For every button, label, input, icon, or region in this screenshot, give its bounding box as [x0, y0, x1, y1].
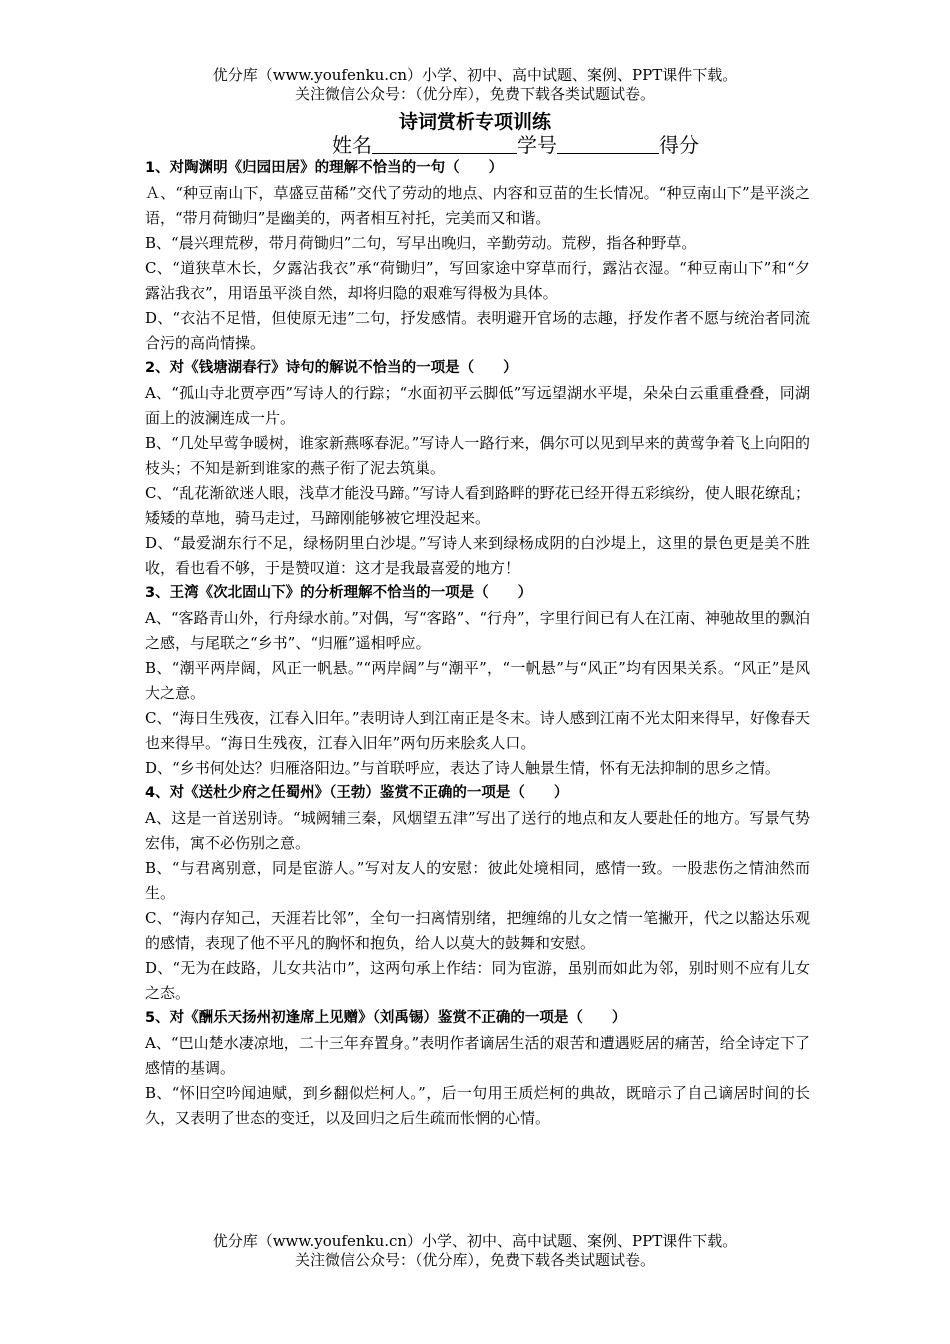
number-blank: [557, 133, 659, 154]
question-3-option-d: D、“乡书何处达？归雁洛阳边。”与首联呼应，表达了诗人触景生情，怀有无法抑制的思乡之情。: [145, 759, 780, 777]
question-3-option-c: C、“海日生残夜，江春入旧年。”表明诗人到江南正是冬末。诗人感到江南不光太阳来得早，好像春天也来得早。“海日生残夜，江春入旧年”两句历来脍炙人口。: [145, 709, 810, 752]
question-1-option-b: B、“晨兴理荒秽，带月荷锄归”二句，写早出晚归，辛勤劳动。荒秽，指各种野草。: [145, 234, 697, 252]
header-line-1: 优分库（www.youfenku.cn）小学、初中、高中试题、案例、PPT课件下载。: [212, 66, 738, 84]
question-3-option-b: B、“潮平两岸阔，风正一帆悬。”“两岸阔”与“潮平”，“一帆悬”与“风正”均有因果关系。“风正”是风大之意。: [145, 659, 810, 702]
question-5-option-a: A、“巴山楚水凄凉地，二十三年弃置身。”表明作者谪居生活的艰苦和遭遇贬居的痛苦，给全诗定下了感情的基调。: [145, 1034, 810, 1077]
question-3-stem: 3、王湾《次北固山下》的分析理解不恰当的一项是（ ）: [145, 585, 533, 601]
question-2-option-b: B、“几处早莺争暖树，谁家新燕啄春泥。”写诗人一路行来，偶尔可以见到早来的黄莺争着飞上向阳的枝头；不知是新到谁家的燕子衔了泥去筑巢。: [145, 434, 810, 477]
question-1-option-a: Ａ、“种豆南山下，草盛豆苗稀”交代了劳动的地点、内容和豆苗的生长情况。“种豆南山下”是平淡之语，“带月荷锄归”是幽美的，两者相互衬托，完美而又和谐。: [145, 184, 810, 227]
score-label: 得分: [659, 133, 699, 157]
question-4-option-a: A、这是一首送别诗。“城阙辅三秦，风烟望五津”写出了送行的地点和友人要赴任的地方。写景气势宏伟，寓不必伤别之意。: [145, 809, 810, 852]
question-1-option-c: C、“道狭草木长，夕露沾我衣”承“荷锄归”，写回家途中穿草而行，露沾衣湿。“种豆南山下”和“夕露沾我衣”，用语虽平淡自然，却将归隐的艰难写得极为具体。: [145, 259, 810, 302]
header-line-2: 关注微信公众号：（优分库），免费下载各类试题试卷。: [294, 85, 655, 103]
question-5-stem: 5、对《酬乐天扬州初逢席上见赠》（刘禹锡）鉴赏不正确的一项是（ ）: [145, 1010, 627, 1026]
page-footer: [0, 1232, 950, 1270]
question-1-stem: 1、对陶渊明《归园田居》的理解不恰当的一句（ ）: [145, 160, 504, 176]
question-5-option-b: B、“怀旧空吟闻迪赋，到乡翻似烂柯人。”，后一句用王质烂柯的典故，既暗示了自己谪居时间的长久，又表明了世态的变迁，以及回归之后生疏而怅惘的心情。: [145, 1084, 810, 1127]
question-list: [145, 156, 810, 1131]
question-4-option-b: B、“与君离别意，同是宦游人。”写对友人的安慰：彼此处境相同，感情一致。一股悲伤之情油然而生。: [145, 859, 810, 902]
question-2-option-d: D、“最爱湖东行不足，绿杨阴里白沙堤。”写诗人来到绿杨成阴的白沙堤上，这里的景色更是美不胜收，看也看不够，于是赞叹道：这才是我最喜爱的地方！: [145, 534, 810, 577]
question-4-option-c: C、“海内存知己，天涯若比邻”，全句一扫离情别绪，把缠绵的儿女之情一笔撇开，代之以豁达乐观的感情，表现了他不平凡的胸怀和抱负，给人以莫大的鼓舞和安慰。: [145, 909, 810, 952]
page-header: [0, 66, 950, 104]
question-4-option-d: D、“无为在歧路，儿女共沾巾”，这两句承上作结：同为宦游，虽别而如此为邻，别时则不应有儿女之态。: [145, 959, 810, 1002]
page-title: 诗词赏析专项训练: [398, 111, 551, 133]
question-4-stem: 4、对《送杜少府之任蜀州》（王勃）鉴赏不正确的一项是（ ）: [145, 785, 569, 801]
name-label: 姓名: [332, 133, 372, 157]
question-2-stem: 2、对《钱塘湖春行》诗句的解说不恰当的一项是（ ）: [145, 360, 518, 376]
question-2-option-a: A、“孤山寺北贾亭西”写诗人的行踪；“水面初平云脚低”写远望湖水平堤，朵朵白云重重叠叠，同湖面上的波澜连成一片。: [145, 384, 810, 427]
footer-line-2: 关注微信公众号：（优分库），免费下载各类试题试卷。: [294, 1251, 655, 1269]
footer-line-1: 优分库（www.youfenku.cn）小学、初中、高中试题、案例、PPT课件下载。: [212, 1232, 738, 1250]
question-3-option-a: A、“客路青山外，行舟绿水前。”对偶，写“客路”、“行舟”，字里行间已有人在江南、神驰故里的飘泊之感，与尾联之“乡书”、“归雁”遥相呼应。: [145, 609, 810, 652]
student-info-fields: [332, 132, 699, 158]
question-1-option-d: D、“衣沾不足惜，但使原无违”二句，抒发感情。表明避开官场的志趣，抒发作者不愿与统治者同流合污的高尚情操。: [145, 309, 810, 352]
name-blank: [372, 133, 517, 154]
number-label: 学号: [517, 133, 557, 157]
question-2-option-c: C、“乱花渐欲迷人眼，浅草才能没马蹄。”写诗人看到路畔的野花已经开得五彩缤纷，使人眼花缭乱；矮矮的草地，骑马走过，马蹄刚能够被它埋没起来。: [145, 484, 810, 527]
